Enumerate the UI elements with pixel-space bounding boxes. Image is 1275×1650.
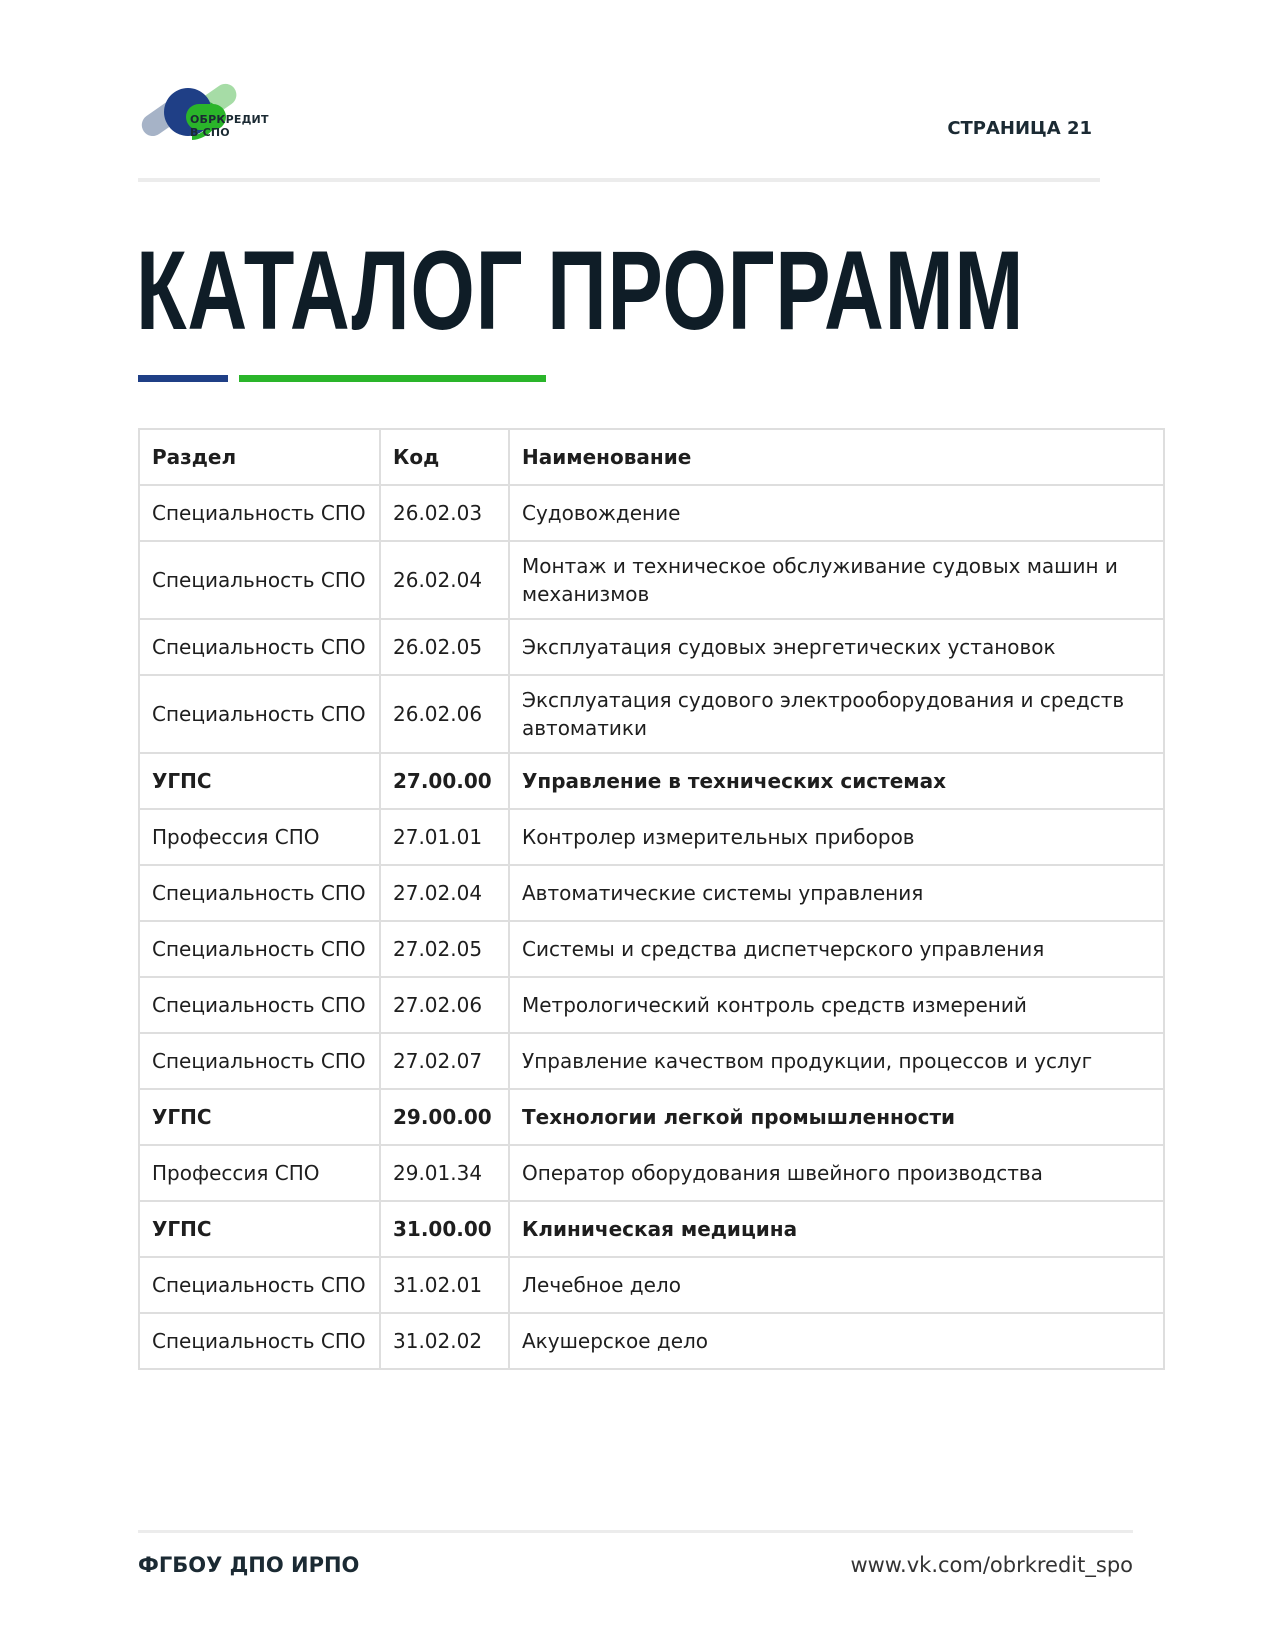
logo-wordmark — [190, 113, 269, 139]
table-row — [139, 1033, 1164, 1089]
table-row — [139, 921, 1164, 977]
footer-link[interactable]: www.vk.com/obrkredit_spo — [850, 1553, 1133, 1577]
cell-code: 27.01.01 — [380, 809, 509, 865]
cell-name: Судовождение — [509, 485, 1164, 541]
column-header-name: Наименование — [509, 429, 1164, 485]
column-header-section: Раздел — [139, 429, 380, 485]
cell-name: Монтаж и техническое обслуживание судовых машин и механизмов — [509, 541, 1164, 619]
table-row — [139, 1313, 1164, 1369]
cell-section: Специальность СПО — [139, 1033, 380, 1089]
cell-name: Эксплуатация судовых энергетических установок — [509, 619, 1164, 675]
cell-section: Специальность СПО — [139, 675, 380, 753]
cell-code: 26.02.03 — [380, 485, 509, 541]
cell-section: УГПС — [139, 1089, 380, 1145]
footer-divider — [138, 1530, 1133, 1533]
table-row — [139, 541, 1164, 619]
cell-name: Клиническая медицина — [509, 1201, 1164, 1257]
cell-name: Управление в технических системах — [509, 753, 1164, 809]
cell-code: 27.02.06 — [380, 977, 509, 1033]
cell-code: 26.02.04 — [380, 541, 509, 619]
cell-code: 27.02.05 — [380, 921, 509, 977]
table-header-row — [139, 429, 1164, 485]
table-row — [139, 1145, 1164, 1201]
cell-name: Эксплуатация судового электрооборудования и средств автоматики — [509, 675, 1164, 753]
cell-code: 31.00.00 — [380, 1201, 509, 1257]
table-row — [139, 865, 1164, 921]
accent-bar-green — [239, 375, 546, 382]
cell-section: Специальность СПО — [139, 1257, 380, 1313]
cell-name: Акушерское дело — [509, 1313, 1164, 1369]
table-row-group — [139, 1201, 1164, 1257]
cell-section: Специальность СПО — [139, 865, 380, 921]
cell-name: Системы и средства диспетчерского управления — [509, 921, 1164, 977]
page-title: КАТАЛОГ ПРОГРАММ — [136, 228, 1025, 353]
table-row — [139, 1257, 1164, 1313]
header-divider — [138, 178, 1100, 182]
cell-section: Специальность СПО — [139, 485, 380, 541]
cell-name: Управление качеством продукции, процессов и услуг — [509, 1033, 1164, 1089]
page-number: СТРАНИЦА 21 — [947, 118, 1092, 139]
cell-name: Оператор оборудования швейного производства — [509, 1145, 1164, 1201]
cell-code: 29.01.34 — [380, 1145, 509, 1201]
cell-code: 29.00.00 — [380, 1089, 509, 1145]
cell-section: Профессия СПО — [139, 809, 380, 865]
cell-section: Специальность СПО — [139, 921, 380, 977]
cell-code: 31.02.02 — [380, 1313, 509, 1369]
cell-name: Контролер измерительных приборов — [509, 809, 1164, 865]
cell-code: 31.02.01 — [380, 1257, 509, 1313]
table-row — [139, 809, 1164, 865]
cell-section: Профессия СПО — [139, 1145, 380, 1201]
table-row-group — [139, 753, 1164, 809]
logo — [140, 82, 270, 152]
logo-line-2: В СПО — [190, 126, 230, 139]
cell-name: Метрологический контроль средств измерений — [509, 977, 1164, 1033]
column-header-code: Код — [380, 429, 509, 485]
table-row — [139, 675, 1164, 753]
cell-section: Специальность СПО — [139, 1313, 380, 1369]
cell-name: Технологии легкой промышленности — [509, 1089, 1164, 1145]
cell-name: Лечебное дело — [509, 1257, 1164, 1313]
cell-section: УГПС — [139, 1201, 380, 1257]
cell-code: 27.02.04 — [380, 865, 509, 921]
table-row — [139, 977, 1164, 1033]
cell-section: УГПС — [139, 753, 380, 809]
cell-section: Специальность СПО — [139, 977, 380, 1033]
table-row-group — [139, 1089, 1164, 1145]
cell-code: 26.02.06 — [380, 675, 509, 753]
table-row — [139, 619, 1164, 675]
logo-line-1: ОБРКРЕДИТ — [190, 113, 269, 126]
cell-section: Специальность СПО — [139, 541, 380, 619]
programs-table — [138, 428, 1165, 1370]
cell-code: 27.00.00 — [380, 753, 509, 809]
footer-organization: ФГБОУ ДПО ИРПО — [138, 1553, 360, 1577]
cell-section: Специальность СПО — [139, 619, 380, 675]
cell-code: 27.02.07 — [380, 1033, 509, 1089]
cell-name: Автоматические системы управления — [509, 865, 1164, 921]
accent-bar-blue — [138, 375, 228, 382]
table-row — [139, 485, 1164, 541]
cell-code: 26.02.05 — [380, 619, 509, 675]
